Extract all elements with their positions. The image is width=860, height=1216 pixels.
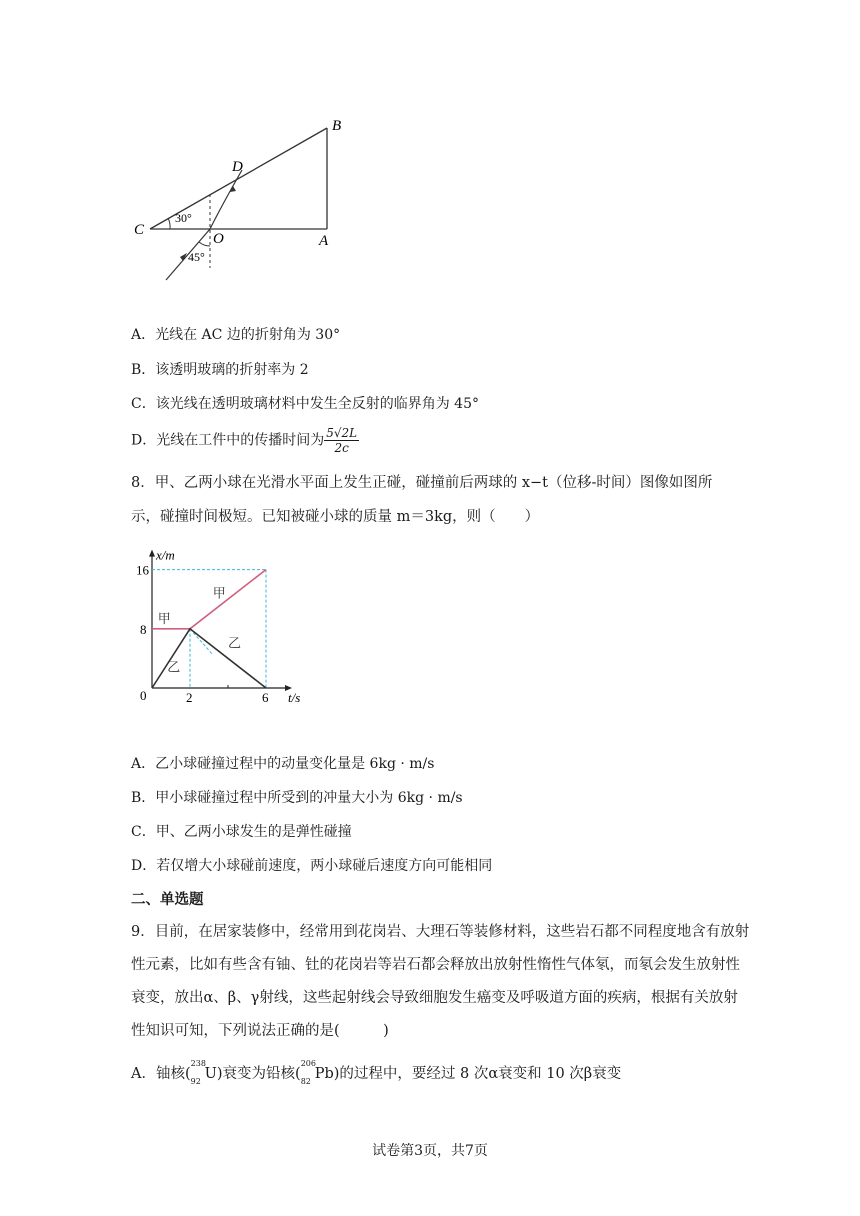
fraction-numerator: 5√2L — [326, 426, 358, 440]
q8-option-b: B．甲小球碰撞过程中所受到的冲量大小为 6kg · m/s — [131, 790, 463, 806]
label-jia-before: 甲 — [157, 610, 171, 626]
lead-nuclide — [300, 1059, 334, 1086]
q9-option-a-text: A．铀核( — [131, 1066, 191, 1082]
label-yi-after: 乙 — [228, 635, 242, 651]
q8-stem-line1: 8．甲、乙两小球在光滑水平面上发生正碰，碰撞前后两球的 x−t（位移-时间）图像如图所 — [131, 475, 713, 491]
y-tick-8: 8 — [140, 621, 147, 637]
label-A: A — [319, 233, 329, 249]
q8-option-a: A．乙小球碰撞过程中的动量变化量是 6kg · m/s — [131, 756, 435, 772]
q7-option-a: A．光线在 AC 边的折射角为 30° — [131, 327, 341, 343]
uranium-charge-number: 92 — [190, 1077, 201, 1086]
q7-option-d-text: D．光线在工件中的传播时间为 — [131, 432, 325, 449]
q9-stem: 9．目前，在居家装修中，经常用到花岗岩、大理石等装修材料，这些岩石都不同程度地含有放射性元素，比如有些含有铀、钍的花岗岩等岩石都会释放出放射性惰性气体氡，而氡会发生放射性衰变，放出α、β、γ射线，这些起射线会导致细胞发生癌变及呼吸道方面的疾病，根据有关放射性知识可知，下列说法正确的是( ) — [131, 924, 750, 1039]
section-heading: 二、单选题 — [131, 892, 204, 908]
uranium-symbol: U — [204, 1066, 217, 1082]
angle-30-label: 30° — [175, 211, 192, 225]
lead-mass-number: 206 — [300, 1059, 316, 1068]
x-tick-2: 2 — [186, 690, 193, 705]
q7-option-d-fraction — [324, 426, 359, 455]
q7-option-d — [131, 426, 359, 455]
y-axis-arrow — [149, 550, 155, 557]
fraction-denominator: 2c — [334, 441, 349, 455]
q7-option-b: B．该透明玻璃的折射率为 2 — [131, 362, 309, 378]
q9-option-a-text-2: )衰变为铅核( — [216, 1066, 301, 1082]
label-O: O — [213, 231, 224, 247]
guide-diag — [190, 629, 213, 655]
uranium-mass-number: 238 — [190, 1059, 206, 1068]
label-D: D — [232, 159, 243, 175]
q7-option-c: C．该光线在透明玻璃材料中发生全反射的临界角为 45° — [131, 396, 479, 412]
lead-charge-number: 82 — [300, 1077, 311, 1086]
xt-chart — [128, 538, 318, 710]
series-line-yi — [152, 629, 266, 688]
y-axis-label: x/m — [156, 547, 175, 563]
x-axis-label: t/s — [288, 690, 301, 705]
y-tick-16: 16 — [136, 562, 149, 578]
q9-option-a — [131, 1059, 622, 1086]
label-B: B — [332, 118, 342, 134]
q8-option-c: C．甲、乙两小球发生的是弹性碰撞 — [131, 824, 352, 840]
q9-option-a-text-3: )的过程中，要经过 8 次α衰变和 10 次β衰变 — [333, 1066, 622, 1082]
x-tick-6: 6 — [262, 690, 269, 705]
angle-45-label: 45° — [188, 250, 205, 264]
lead-symbol: Pb — [314, 1066, 334, 1082]
uranium-nuclide — [190, 1059, 217, 1086]
prism-diagram — [120, 110, 360, 290]
label-C: C — [134, 222, 145, 238]
page-footer: 试卷第3页，共7页 — [372, 1143, 488, 1159]
x-tick-0: 0 — [140, 688, 147, 703]
q8-option-d: D．若仅增大小球碰前速度，两小球碰后速度方向可能相同 — [131, 858, 493, 874]
label-jia-after: 甲 — [212, 585, 226, 601]
q8-stem-line2: 示，碰撞时间极短。已知被碰小球的质量 m＝3kg，则（ ） — [131, 509, 540, 525]
label-yi-before: 乙 — [167, 659, 181, 675]
